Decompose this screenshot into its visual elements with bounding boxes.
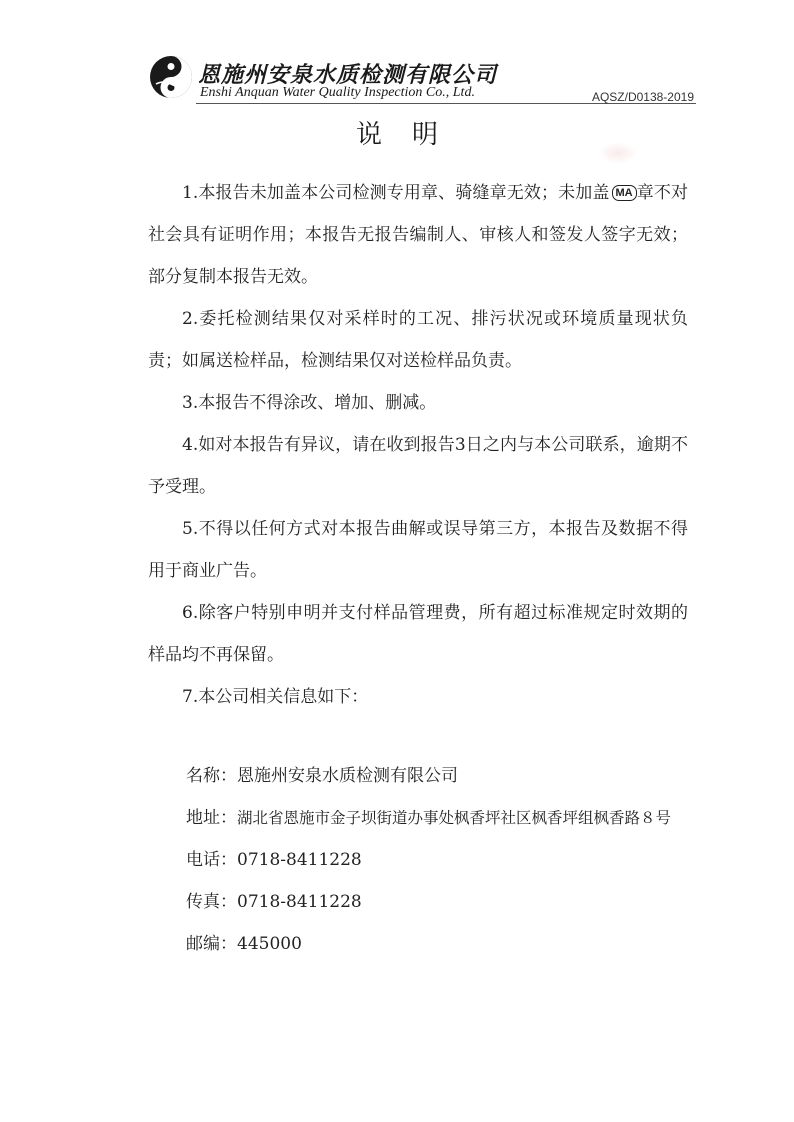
page-title: 说明 <box>355 120 468 150</box>
contact-name-value: 恩施州安泉水质检测有限公司 <box>237 766 458 786</box>
note-text-continued: 章不对社会具有证明作用；本报告无报告编制人、审核人和签发人签字无效；部分复制本报告无效。 <box>148 183 689 287</box>
note-item: 3.本报告不得涂改、增加、删减。 <box>182 393 437 413</box>
note-item: 5.不得以任何方式对本报告曲解或误导第三方，本报告及数据不得用于商业广告。 <box>148 519 688 581</box>
note-text: 1.本报告未加盖本公司检测专用章、骑缝章无效；未加盖 <box>182 183 610 203</box>
note-item: 2.委托检测结果仅对采样时的工况、排污状况或环境质量现状负责；如属送检样品，检测结果仅对送检样品负责。 <box>148 309 688 371</box>
contact-name-row <box>186 755 686 797</box>
contact-postcode-value: 445000 <box>237 934 302 954</box>
contact-postcode-label: 邮编： <box>186 934 237 954</box>
report-code: AQSZ/D0138-2019 <box>591 90 694 104</box>
contact-address-row <box>186 797 686 839</box>
company-name-cn: 恩施州安泉水质检测有限公司 <box>198 62 498 88</box>
note-item: 7.本公司相关信息如下： <box>182 687 369 707</box>
contact-address-label: 地址： <box>186 808 237 828</box>
contact-phone-label: 电话： <box>186 850 237 870</box>
ma-certification-badge: MA <box>612 185 637 201</box>
note-item: 4.如对本报告有异议，请在收到报告3日之内与本公司联系，逾期不予受理。 <box>148 435 688 497</box>
contact-name-label: 名称： <box>186 766 237 786</box>
contact-fax-label: 传真： <box>186 892 237 912</box>
note-item: 6.除客户特别申明并支付样品管理费，所有超过标准规定时效期的样品均不再保留。 <box>148 603 688 665</box>
company-name-en: Enshi Anquan Water Quality Inspection Co., Ltd. <box>200 85 475 100</box>
contact-fax-value: 0718-8411228 <box>237 892 362 912</box>
notes-list <box>148 172 688 718</box>
contact-address-value: 湖北省恩施市金子坝街道办事处枫香坪社区枫香坪组枫香路８号 <box>237 809 672 827</box>
company-logo-icon <box>148 54 194 100</box>
contact-phone-row <box>186 839 686 881</box>
note-item <box>148 172 688 298</box>
contact-postcode-row <box>186 923 686 965</box>
contact-phone-value: 0718-8411228 <box>237 850 362 870</box>
contact-info <box>186 755 686 965</box>
contact-fax-row <box>186 881 686 923</box>
